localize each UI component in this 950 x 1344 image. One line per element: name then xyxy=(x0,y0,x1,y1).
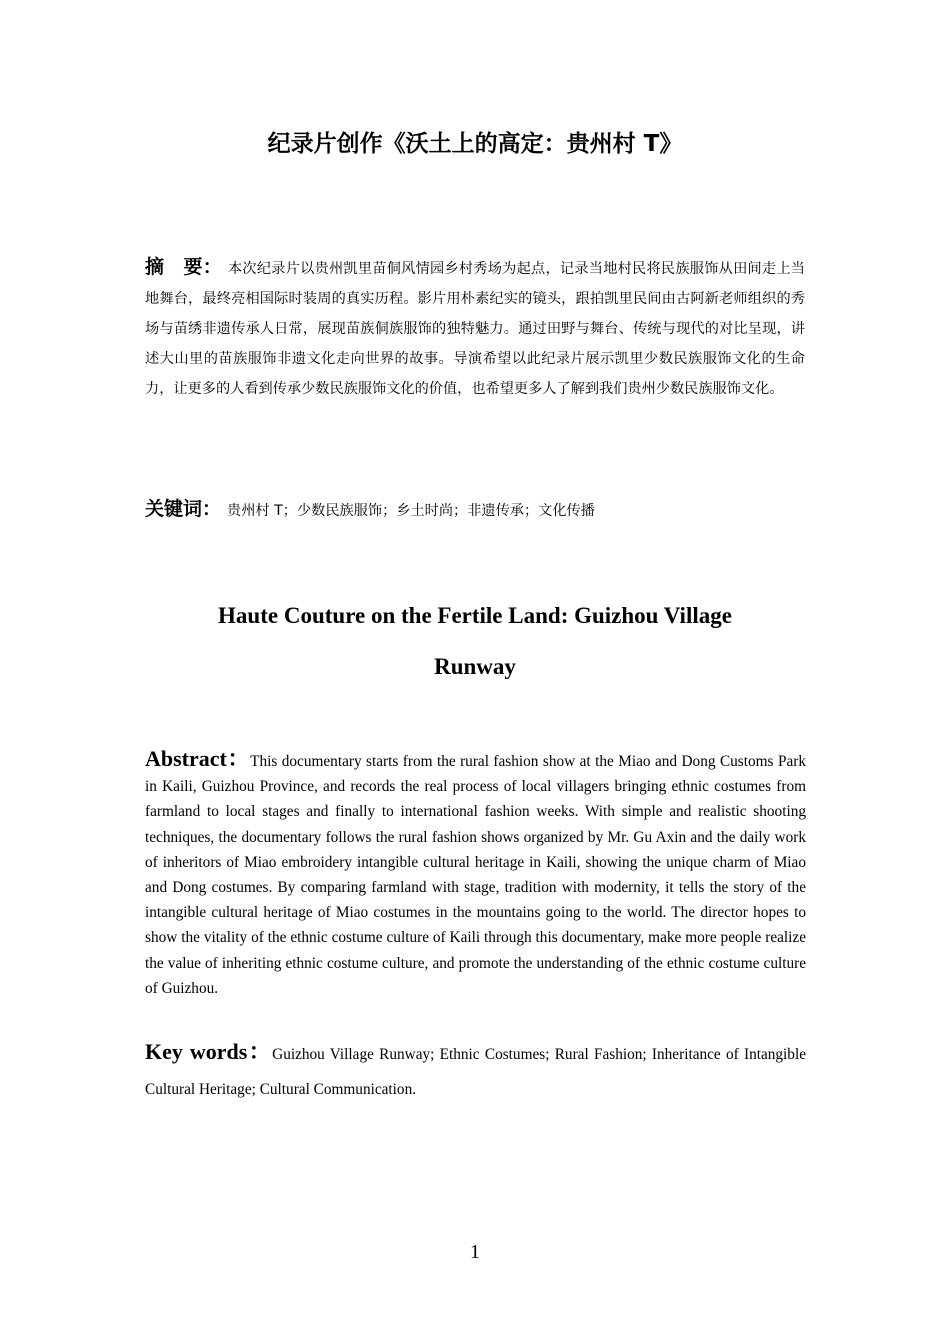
chinese-abstract xyxy=(145,252,805,404)
english-title-line-1: Haute Couture on the Fertile Land: Guizhou Village xyxy=(218,603,732,628)
english-abstract-text: This documentary starts from the rural fashion show at the Miao and Dong Customs Park in Kaili, Guizhou Province, and records the real process of local villagers bringing ethnic costumes from farmland to local stages and finally to international fashion weeks. With simple and realistic shooting techniques, the documentary follows the rural fashion shows organized by Mr. Gu Axin and the daily work of inheritors of Miao embroidery intangible cultural heritage in Kaili, showing the unique charm of Miao and Dong costumes. By comparing farmland with stage, tradition with modernity, it tells the story of the intangible cultural heritage of Miao costumes in the mountains going to the world. The director hopes to show the vitality of the ethnic costume culture of Kaili through this documentary, make more people realize the value of inheriting ethnic costume culture, and promote the understanding of the ethnic costume culture of Guizhou. xyxy=(145,753,806,997)
chinese-keywords-text: 贵州村 T；少数民族服饰；乡土时尚；非遗传承；文化传播 xyxy=(227,503,595,519)
page-number: 1 xyxy=(470,1241,480,1263)
english-keywords-label: Key words： xyxy=(145,1039,273,1064)
english-keywords xyxy=(145,1034,806,1107)
english-abstract-label: Abstract： xyxy=(145,746,251,771)
english-keywords-text: Guizhou Village Runway; Ethnic Costumes; Rural Fashion; Inheritance of Intangible Cultural Heritage; Cultural Communication. xyxy=(145,1046,806,1098)
english-title-line-2: Runway xyxy=(434,654,516,679)
english-abstract xyxy=(145,746,806,1001)
chinese-abstract-text: 本次纪录片以贵州凯里苗侗风情园乡村秀场为起点，记录当地村民将民族服饰从田间走上当地舞台，最终亮相国际时装周的真实历程。影片用朴素纪实的镜头，跟拍凯里民间由古阿新老师组织的秀场与苗绣非遗传承人日常，展现苗族侗族服饰的独特魅力。通过田野与舞台、传统与现代的对比呈现，讲述大山里的苗族服饰非遗文化走向世界的故事。导演希望以此纪录片展示凯里少数民族服饰文化的生命力，让更多的人看到传承少数民族服饰文化的价值，也希望更多人了解到我们贵州少数民族服饰文化。 xyxy=(145,261,805,397)
chinese-title: 纪录片创作《沃土上的高定：贵州村 T》 xyxy=(267,131,683,157)
english-title xyxy=(100,590,850,692)
chinese-keywords xyxy=(145,494,805,526)
chinese-abstract-label: 摘 要： xyxy=(145,256,222,278)
chinese-keywords-label: 关键词： xyxy=(145,498,222,520)
